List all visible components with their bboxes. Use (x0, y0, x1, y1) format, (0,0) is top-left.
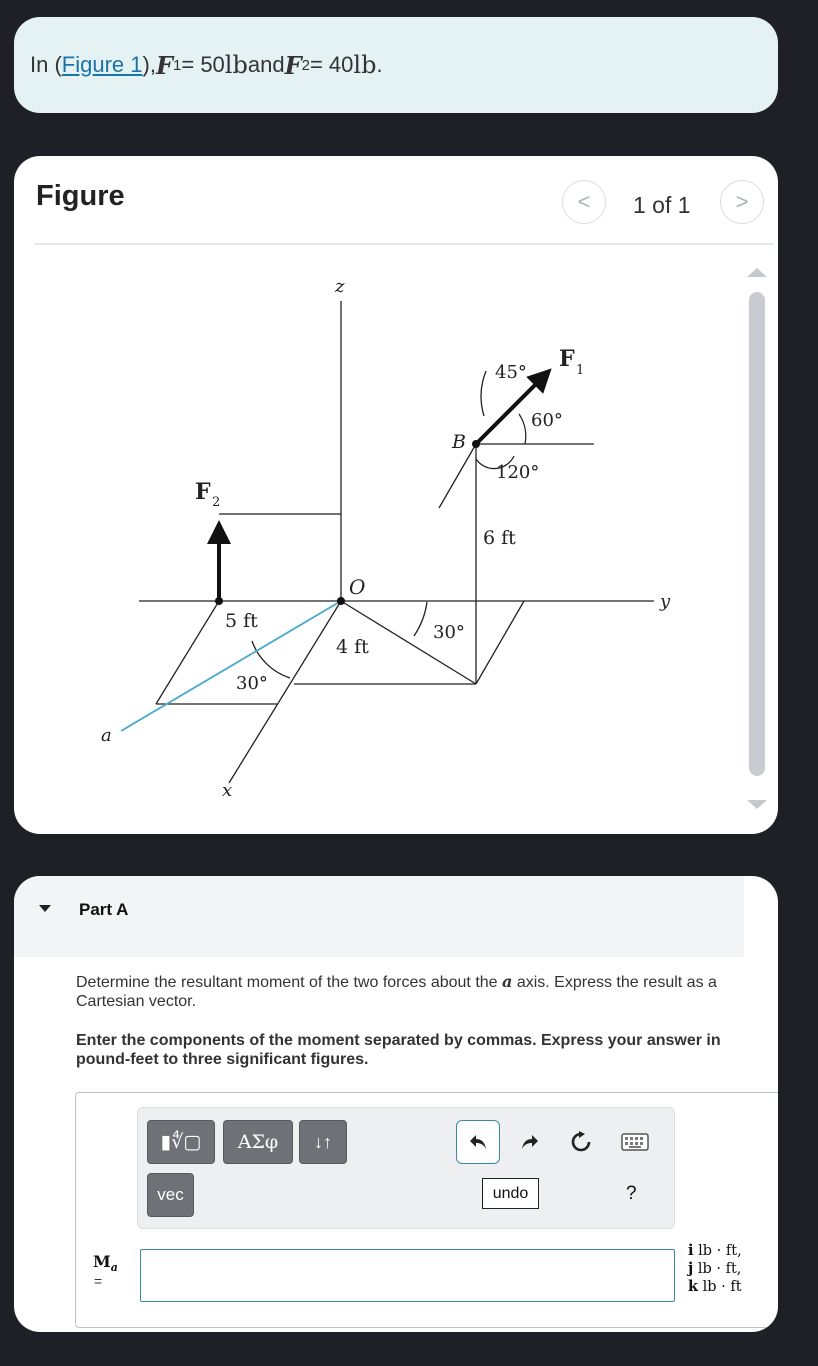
answer-equals: = (94, 1273, 103, 1289)
label-f2: F (195, 479, 211, 505)
figure-scrollbar[interactable] (749, 292, 765, 776)
scroll-down-arrow-icon[interactable] (747, 800, 767, 809)
caret-down-icon[interactable] (39, 905, 51, 912)
f1-extension (439, 444, 476, 508)
greek-symbols-button[interactable] (223, 1120, 293, 1164)
arc-45 (481, 371, 486, 416)
arc-30-right (414, 602, 427, 636)
point-o (337, 597, 345, 605)
mechanics-diagram (14, 156, 778, 834)
f1-sub: 1 (173, 56, 182, 74)
keyboard-icon (621, 1133, 649, 1151)
keyboard-button[interactable] (613, 1120, 657, 1164)
unit-i-row (688, 1242, 742, 1260)
vec-label: vec (157, 1185, 184, 1204)
answer-units (688, 1242, 742, 1296)
templates-icon: ▮∜▢ (160, 1131, 202, 1153)
unit-j: j (688, 1260, 694, 1277)
question-pre: Determine the resultant moment of the two forces about the (76, 974, 502, 991)
redo-button[interactable] (508, 1120, 552, 1164)
unit-k: k (688, 1278, 699, 1295)
figure-pager: 1 of 1 (633, 192, 691, 218)
label-a: a (101, 725, 112, 746)
question-post: axis. Express the result as a Cartesian vector. (76, 974, 717, 1010)
f1-unit: lb (224, 51, 248, 79)
figure-link[interactable]: Figure 1 (61, 52, 143, 77)
label-5ft: 5 ft (225, 610, 258, 632)
unit-j-text: lb · ft, (697, 1261, 742, 1277)
f2-symbol: F (284, 50, 302, 80)
question-var: a (502, 972, 513, 991)
point-f2-base (215, 597, 223, 605)
f1-symbol: F (155, 50, 174, 80)
undo-button[interactable] (456, 1120, 500, 1164)
figure-title: Figure (36, 180, 125, 212)
scroll-up-arrow-icon[interactable] (747, 268, 767, 277)
answer-label-symbol: M (93, 1252, 111, 1271)
intro-after-link: ), (142, 52, 156, 77)
moment-answer-input[interactable] (140, 1249, 675, 1302)
label-angle-60: 60° (531, 410, 563, 431)
base-line-left (156, 601, 219, 704)
greek-icon: ΑΣφ (237, 1131, 279, 1153)
label-30-right: 30° (433, 622, 465, 643)
arrows-icon: ↓↑ (314, 1131, 332, 1152)
label-x: x (222, 780, 233, 801)
label-6ft: 6 ft (483, 527, 516, 549)
part-a-title: Part A (79, 900, 129, 919)
unit-k-row (688, 1278, 742, 1296)
undo-icon (468, 1133, 488, 1151)
problem-statement (14, 17, 778, 113)
label-f1-sub: 1 (576, 363, 585, 378)
unit-k-text: lb · ft (702, 1279, 742, 1295)
label-f1: F (559, 346, 575, 372)
help-button[interactable]: ? (626, 1183, 637, 1204)
chevron-right-icon: > (735, 189, 749, 214)
vec-button[interactable] (147, 1173, 194, 1217)
answer-instruction: Enter the components of the moment separated by commas. Express your answer in pound-feet to three significant figures. (76, 1032, 721, 1068)
label-o: O (349, 575, 366, 599)
label-z: z (335, 276, 345, 297)
intro-prefix: In ( (30, 52, 62, 77)
part-a-header[interactable] (14, 876, 744, 957)
label-f2-sub: 2 (212, 495, 221, 510)
math-toolbar (137, 1107, 675, 1229)
part-a-panel (14, 876, 778, 1332)
figure-panel (14, 156, 778, 834)
base-line-right (476, 601, 524, 684)
unit-j-row (688, 1260, 742, 1278)
label-b: B (452, 431, 466, 453)
arrows-button[interactable] (299, 1120, 347, 1164)
f1-arrow (476, 374, 546, 444)
intro-end: . (376, 52, 383, 77)
undo-tooltip: undo (482, 1178, 539, 1209)
chevron-left-icon: < (577, 189, 591, 214)
label-angle-120: 120° (496, 462, 540, 483)
templates-button[interactable] (147, 1120, 215, 1164)
f2-sub: 2 (301, 56, 310, 74)
question-text (76, 972, 744, 1011)
f2-eq: = 40 (309, 52, 354, 77)
label-30-left: 30° (236, 673, 268, 694)
point-b (472, 440, 480, 448)
f2-unit: lb (353, 51, 377, 79)
intro-and: and (247, 52, 285, 77)
answer-label-sub: a (110, 1261, 118, 1275)
unit-i-text: lb · ft, (698, 1243, 742, 1259)
unit-i: i (688, 1242, 694, 1259)
arc-60 (519, 414, 526, 444)
label-4ft: 4 ft (336, 636, 369, 658)
f1-eq: = 50 (181, 52, 225, 77)
redo-icon (520, 1133, 540, 1151)
label-angle-45: 45° (495, 362, 527, 383)
reset-button[interactable] (559, 1120, 603, 1164)
label-y: y (660, 591, 671, 612)
reset-icon (570, 1131, 592, 1153)
answer-label (93, 1252, 118, 1274)
